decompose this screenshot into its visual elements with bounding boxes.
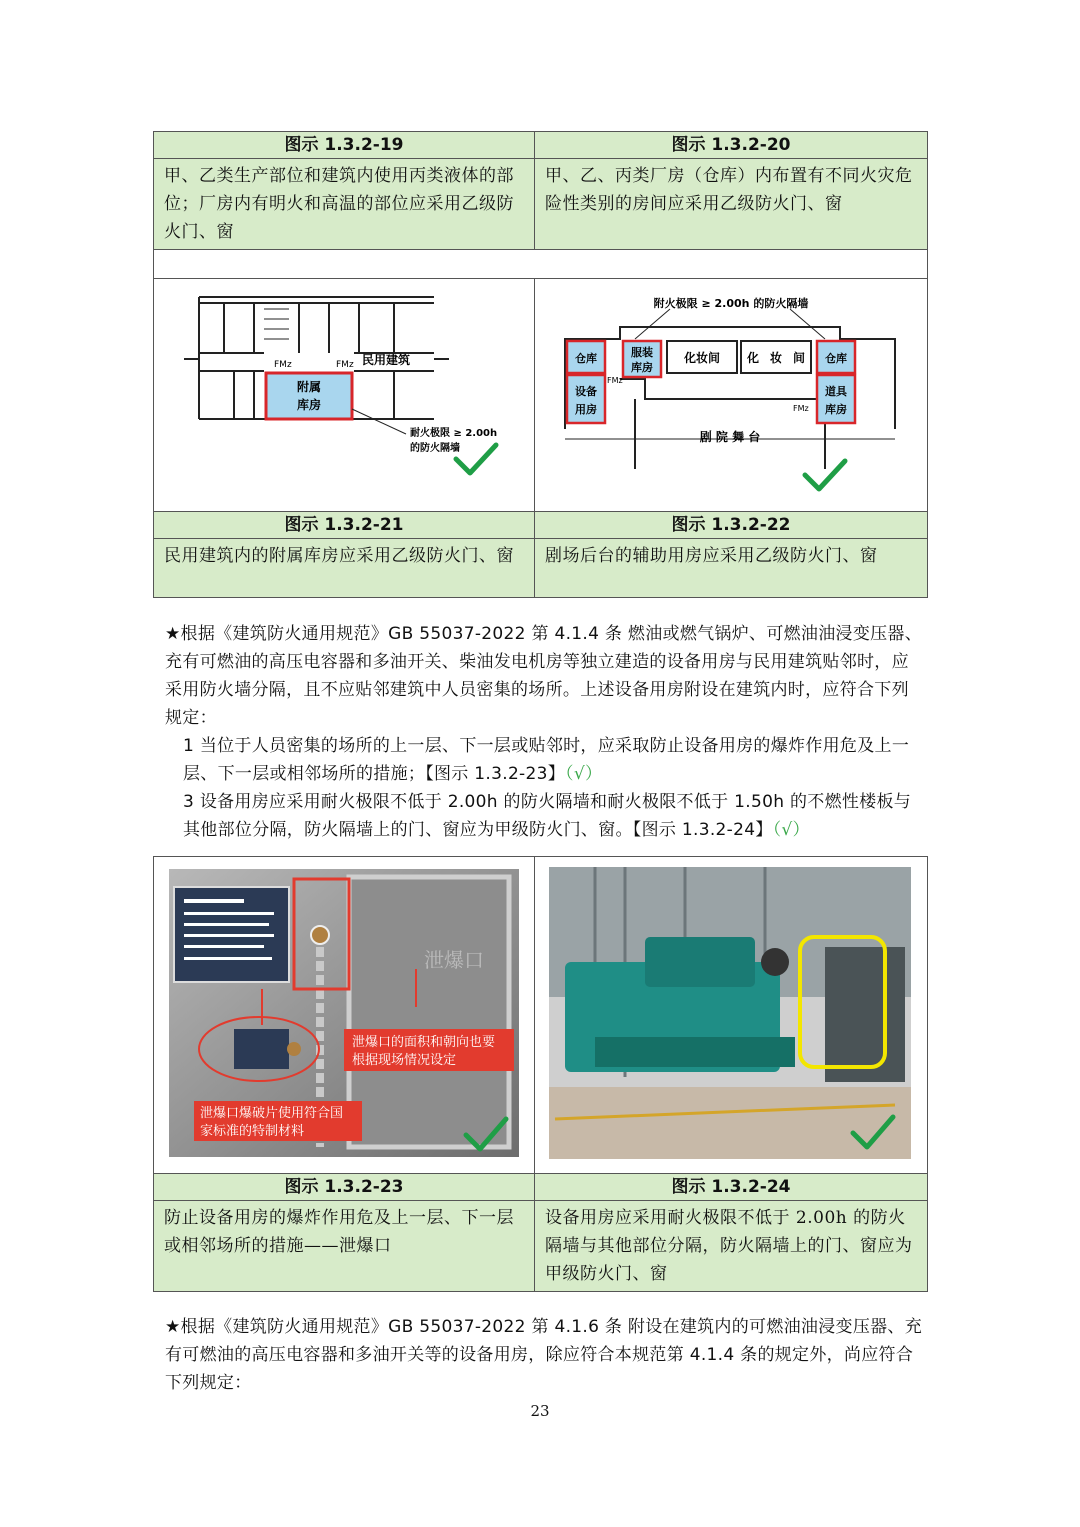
fig24-title: 图示 1.3.2-24 [535, 1174, 928, 1201]
fig24-photo-cell [535, 857, 928, 1174]
page-number: 23 [530, 1402, 550, 1420]
fig21-title: 图示 1.3.2-21 [154, 512, 535, 539]
check-icon [456, 445, 496, 473]
warehouse-left: 仓库 [575, 352, 597, 365]
stage-label: 剧 院 舞 台 [699, 430, 761, 444]
figure-table-2 [153, 856, 928, 1292]
fm-label-right: FMz [793, 404, 809, 413]
store-label-2: 库房 [296, 398, 322, 412]
fig19-desc: 甲、乙类生产部位和建筑内使用丙类液体的部位；厂房内有明火和高温的部位应采用乙级防火门、窗 [154, 159, 535, 250]
figure-table-1 [153, 131, 928, 598]
fig21-diagram-cell [154, 279, 535, 512]
fig19-title: 图示 1.3.2-19 [154, 132, 535, 159]
item1-text: 1 当位于人员密集的场所的上一层、下一层或贴邻时，应采取防止设备用房的爆炸作用危及上一层、下一层或相邻场所的措施；【图示 1.3.2-23】 [183, 736, 910, 784]
item3-text: 3 设备用房应采用耐火极限不低于 2.00h 的防火隔墙和耐火极限不低于 1.50h 的不燃性楼板与其他部位分隔，防火隔墙上的门、窗应为甲级防火门、窗。【图示 1.3.2-24】 [183, 792, 912, 840]
fig21-desc: 民用建筑内的附属库房应采用乙级防火门、窗 [154, 539, 535, 598]
equip-label-1: 设备 [575, 385, 597, 398]
makeup2-a: 化 [746, 351, 760, 365]
costume-label-2: 库房 [631, 361, 653, 374]
wall-label-1: 耐火极限 ≥ 2.00h [410, 428, 498, 439]
note1-line1: 泄爆口的面积和朝向也要 [352, 1035, 496, 1050]
item3-check-mark: （√） [772, 820, 810, 840]
props-label-1: 道具 [825, 385, 847, 398]
costume-label-1: 服装 [631, 346, 653, 359]
warehouse-right: 仓库 [825, 352, 847, 365]
fig21-floorplan-diagram [154, 279, 534, 507]
makeup2-c: 间 [792, 351, 806, 365]
wall-label-2: 的防火隔墙 [410, 443, 460, 454]
fig22-diagram-cell [535, 279, 928, 512]
fm-label-left: FMz [607, 376, 623, 385]
fig24-desc: 设备用房应采用耐火极限不低于 2.00h 的防火隔墙与其他部位分隔，防火隔墙上的门、窗应为甲级防火门、窗 [535, 1201, 928, 1292]
fm-label-1: FMz [274, 360, 292, 370]
fig22-title: 图示 1.3.2-22 [535, 512, 928, 539]
store-label-1: 附属 [296, 380, 322, 394]
fig23-explosion-vent-photo [154, 857, 534, 1169]
fig23-title: 图示 1.3.2-23 [154, 1174, 535, 1201]
fig22-top-label: 附火极限 ≥ 2.00h 的防火隔墙 [653, 297, 809, 310]
note2-line2: 家标准的特制材料 [200, 1124, 305, 1139]
para2-lead: ★根据《建筑防火通用规范》GB 55037-2022 第 4.1.6 条 附设在建筑内的可燃油油浸变压器、充有可燃油的高压电容器和多油开关等的设备用房，除应符合本规范第 4.1.4 条的规定外，尚应符合下列规定： [165, 1317, 923, 1393]
fig22-desc: 剧场后台的辅助用房应采用乙级防火门、窗 [535, 539, 928, 598]
fig23-desc: 防止设备用房的爆炸作用危及上一层、下一层或相邻场所的措施——泄爆口 [154, 1201, 535, 1292]
fig24-generator-room-photo [535, 857, 927, 1169]
para1-item3 [165, 788, 925, 844]
civil-building-label: 民用建筑 [362, 353, 411, 367]
para1-item1 [165, 732, 925, 788]
wall-text-vent: 泄爆口 [424, 948, 484, 972]
fig22-theatre-diagram [535, 279, 927, 507]
makeup2-b: 妆 [769, 351, 783, 365]
item1-check-mark: （√） [565, 764, 603, 784]
regulation-paragraph-2 [165, 1313, 925, 1397]
note1-line2: 根据现场情况设定 [352, 1053, 457, 1068]
blank-row [154, 250, 928, 279]
regulation-paragraph-1 [165, 620, 925, 844]
note2-line1: 泄爆口爆破片使用符合国 [200, 1106, 344, 1121]
makeup-label: 化妆间 [683, 351, 721, 365]
fig20-desc: 甲、乙、丙类厂房（仓库）内布置有不同火灾危险性类别的房间应采用乙级防火门、窗 [535, 159, 928, 250]
fig23-photo-cell [154, 857, 535, 1174]
fm-label-2: FMz [336, 360, 354, 370]
equip-label-2: 用房 [575, 403, 597, 416]
para1-lead: ★根据《建筑防火通用规范》GB 55037-2022 第 4.1.4 条 燃油或燃气锅炉、可燃油油浸变压器、充有可燃油的高压电容器和多油开关、柴油发电机房等独立建造的设备用房与民用建筑贴邻时，应采用防火墙分隔，且不应贴邻建筑中人员密集的场所。上述设备用房附设在建筑内时，应符合下列规定： [165, 624, 923, 728]
fig20-title: 图示 1.3.2-20 [535, 132, 928, 159]
props-label-2: 库房 [825, 403, 847, 416]
